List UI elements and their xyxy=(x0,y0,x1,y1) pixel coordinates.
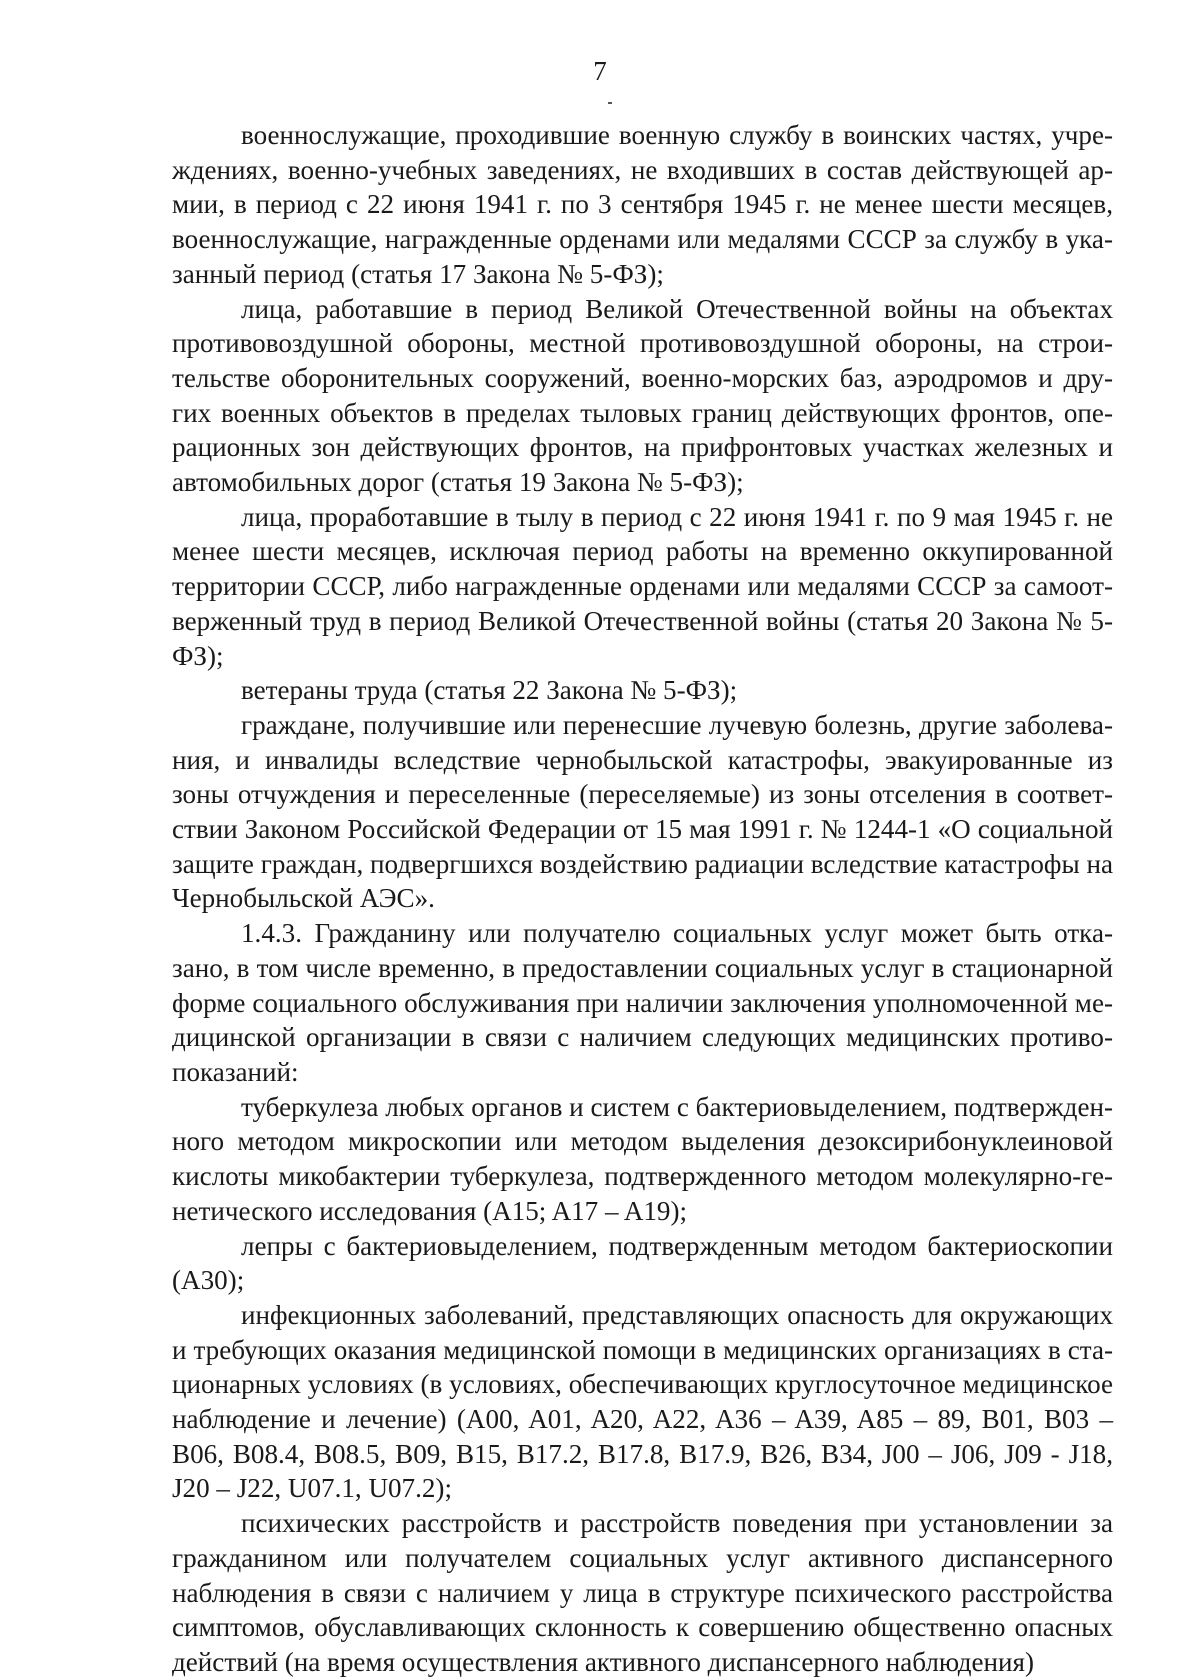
paragraph-infectious-diseases: инфекционных заболеваний, представляющих опасность для окружающих и требующих оказания медицинской помощи в медицинских организациях в стационарных условиях (в условиях, обеспечивающих круглосуточное медицинское наблюдение и лечение) (A00, A01, A20, A22, A36 – A39, A85 – 89, B01, B03 – B06, B08.4, B08.5, B09, B15, B17.2, B17.8, B17.9, B26, B34, J00 – J06, J09 - J18, J20 – J22, U07.1, U07.2); xyxy=(172,1299,1113,1504)
paragraph-mental-disorders: психических расстройств и расстройств поведения при установлении за гражданином или получателем социальных услуг активного диспансерного наблюдения в связи с наличием у лица в структуре психического расстройства симптомов, обуславливающих склонность к совершению общественно опасных действий (на время осуществления активного диспансерного наблюдения) xyxy=(172,1508,1113,1677)
paragraph-military-servicemen: военнослужащие, проходившие военную службу в воинских частях, учреждениях, военно-учебных заведениях, не входивших в состав действующей армии, в период с 22 июня 1941 г. по 3 сентября 1945 г. не менее шести месяцев, военнослужащие, награжденные орденами или медалями СССР за службу в указанный период (статья 17 Закона № 5-ФЗ); xyxy=(172,120,1113,289)
paragraph-section-1-4-3: 1.4.3. Гражданину или получателю социальных услуг может быть отказано, в том числе временно, в предоставлении социальных услуг в стационарной форме социального обслуживания при наличии заключения уполномоченной медицинской организации в связи с наличием следующих медицинских противопоказаний: xyxy=(172,918,1113,1087)
paragraph-labor-veterans: ветераны труда (статья 22 Закона № 5-ФЗ); xyxy=(241,675,738,706)
scan-speck xyxy=(608,102,612,104)
page-number: 7 xyxy=(593,56,607,86)
paragraph-air-defense-workers: лица, работавшие в период Великой Отечественной войны на объектах противовоздушной обороны, местной противовоздушной обороны, на строительстве оборонительных сооружений, военно-морских баз, аэродромов и других военных объектов в пределах тыловых границ действующих фронтов, операционных зон действующих фронтов, на прифронтовых участках железных и автомобильных дорог (статья 19 Закона № 5-ФЗ); xyxy=(172,293,1113,498)
paragraph-tuberculosis: туберкулеза любых органов и систем с бактериовыделением, подтвержденного методом микроскопии или методом выделения дезоксирибонуклеиновой кислоты микобактерии туберкулеза, подтвержденного методом молекулярно-генетического исследования (A15; A17 – A19); xyxy=(172,1091,1113,1226)
paragraph-chernobyl-citizens: граждане, получившие или перенесшие лучевую болезнь, другие заболевания, и инвалиды вследствие чернобыльской катастрофы, эвакуированные из зоны отчуждения и переселенные (переселяемые) из зоны отселения в соответствии Законом Российской Федерации от 15 мая 1991 г. № 1244-1 «О социальной защите граждан, подвергшихся воздействию радиации вследствие катастрофы на Чернобыльской АЭС». xyxy=(172,709,1113,914)
paragraph-home-front-workers: лица, проработавшие в тылу в период с 22 июня 1941 г. по 9 мая 1945 г. не менее шести месяцев, исключая период работы на временно оккупированной территории СССР, либо награжденные орденами или медалями СССР за самоотверженный труд в период Великой Отечественной войны (статья 20 Закона № 5-ФЗ); xyxy=(172,501,1113,671)
paragraph-leprosy: лепры с бактериовыделением, подтвержденным методом бактериоскопии (A30); xyxy=(172,1230,1113,1296)
document-body xyxy=(172,118,1113,1680)
